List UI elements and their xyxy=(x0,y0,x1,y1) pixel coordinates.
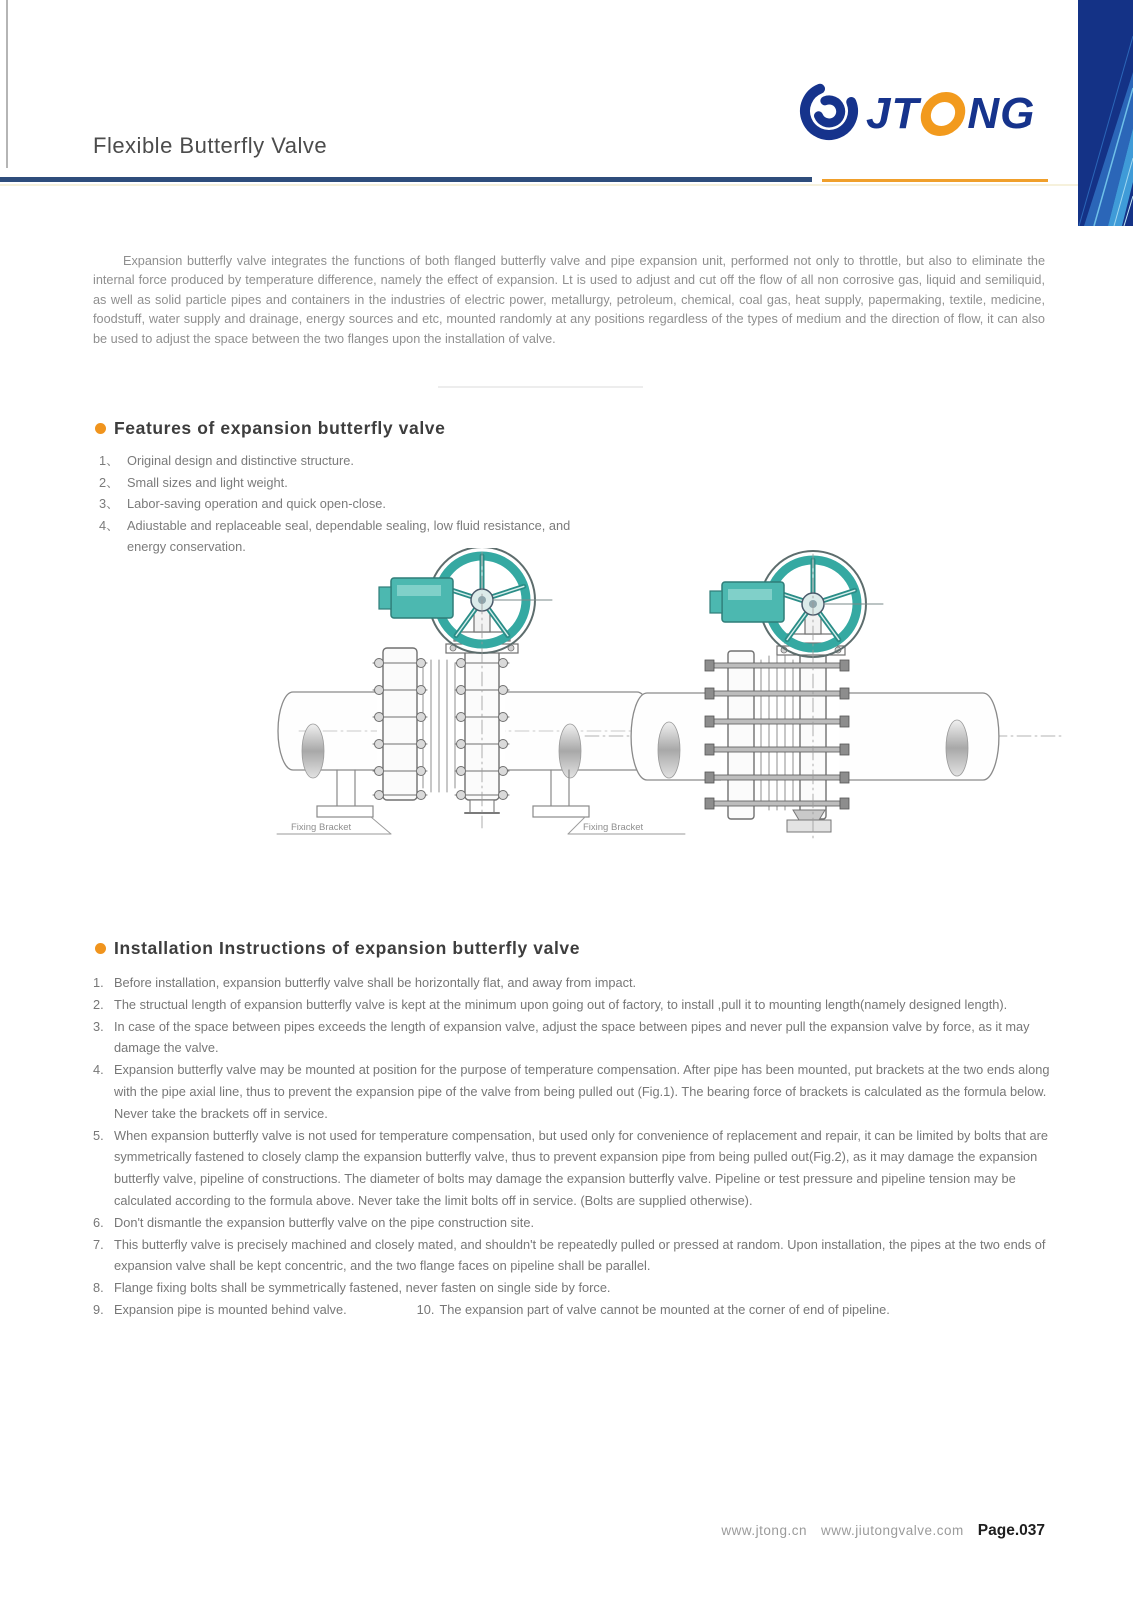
header-rule-cream xyxy=(0,184,1133,186)
install-item-1: 1. Before installation, expansion butterfly valve shall be horizontally flat, and away from impact. xyxy=(93,975,637,990)
page-footer xyxy=(93,1522,1045,1540)
features-list xyxy=(99,450,579,558)
install-item-7: 7. This butterfly valve is precisely machined and closely mated, and shouldn't be repeatedly pulled or pressed at random. Upon installation, the pipes at the two ends of expansion valve shall be kept concentric, and the two flange faces on pipeline shall be parallel. xyxy=(93,1236,1046,1274)
section-bullet-icon xyxy=(95,423,106,434)
install-item-8: 8. Flange fixing bolts shall be symmetrically fastened, never fasten on single side by force. xyxy=(93,1280,611,1296)
logo-o-ring-icon xyxy=(918,92,968,136)
page-title: Flexible Butterfly Valve xyxy=(93,133,328,158)
header-rule-navy xyxy=(0,177,812,182)
logo-text-right: NG xyxy=(967,88,1036,138)
corner-stripes-decoration xyxy=(1078,0,1133,226)
logo-text-left: JT xyxy=(866,88,920,138)
page-edge-line xyxy=(6,0,8,168)
fixing-bracket-label-left: Fixing Bracket xyxy=(291,822,352,833)
feature-item-1: 1、 Original design and distinctive structure. xyxy=(99,453,354,468)
features-section-heading xyxy=(95,418,445,439)
feature-item-2: 2、 Small sizes and light weight. xyxy=(99,474,288,490)
logo-swirl-icon xyxy=(798,80,860,147)
logo-wordmark xyxy=(866,88,1036,138)
install-item-2: 2. The structual length of expansion butterfly valve is kept at the minimum upon going out of factory, to install ,pull it to mounting length(namely designed length). xyxy=(93,996,1008,1012)
install-items-9-10-row xyxy=(93,1299,1053,1321)
installation-list xyxy=(93,972,1053,1321)
installation-heading-text: Installation Instructions of expansion butterfly valve xyxy=(114,938,581,958)
intro-paragraph: Expansion butterfly valve integrates the functions of both flanged butterfly valve and pipe expansion unit, performed not only to throttle, but also to eliminate the internal force produced by temperature difference, namely the effect of expansion. Lt is used to adjust and cut off the flow of all non corrosive gas, liquid and semiliquid, as well as solid particle pipes and containers in the industries of electric power, metallurgy, petroleum, chemical, coal gas, heat supply, papermaking, textile, medicine, foodstuff, water supply and drainage, energy sources and etc, mounted randomly at any positions regardless of the types of medium and the direction of flow, it can also be used to adjust the space between the two flanges upon the installation of valve. xyxy=(93,254,1045,346)
fixing-bracket-label-right: Fixing Bracket xyxy=(583,822,644,833)
diagram-fig2 xyxy=(585,551,1065,840)
feature-item-3: 3、 Labor-saving operation and quick open-close. xyxy=(99,496,386,511)
footer-url-jiutongvalve: www.jiutongvalve.com xyxy=(820,1523,964,1538)
features-heading-text: Features of expansion butterfly valve xyxy=(114,418,446,438)
header-rule-orange xyxy=(822,179,1048,182)
install-item-10: 10. The expansion part of valve cannot be mounted at the corner of end of pipeline. xyxy=(416,1301,890,1317)
footer-url-jtong: www.jtong.cn xyxy=(721,1523,807,1538)
install-item-3: 3. In case of the space between pipes exceeds the length of expansion valve, adjust the space between pipes and never pull the expansion valve by force, as it may damage the valve. xyxy=(93,1018,1030,1056)
install-item-6: 6. Don't dismantle the expansion butterfly valve on the pipe construction site. xyxy=(93,1214,535,1230)
scan-artifact-line xyxy=(438,386,643,388)
install-item-5: 5. When expansion butterfly valve is not used for temperature compensation, but used only for convenience of replacement and repair, it can be limited by bolts that are symmetrically fastened to closely clamp the expansion butterfly valve, thus to prevent expansion pipe from being pulled out(Fig.2), as it may damage the expansion butterfly valve, pipeline of constructions. The diameter of bolts may damage the expansion butterfly valve. Pipeline or test pressure and pipeline tension may be calculated according to the formula above. Never take the limit bolts off in service. (Bolts are supplied otherwise). xyxy=(93,1127,1048,1208)
diagram-fig1 xyxy=(277,548,685,834)
footer-page-number: Page.037 xyxy=(977,1522,1045,1539)
section-bullet-icon xyxy=(95,943,106,954)
feature-item-4: 4、 Adiustable and replaceable seal, dependable sealing, low fluid resistance, and energy conservation. xyxy=(99,517,571,554)
jtong-logo xyxy=(798,80,1035,147)
install-item-4: 4. Expansion butterfly valve may be mounted at position for the purpose of temperature compensation. After pipe has been mounted, put brackets at the two ends along with the pipe axial line, thus to prevent the expansion pipe of the valve from being pulled out (Fig.1). The bearing force of brackets is calculated as the formula below. Never take the brackets off in service. xyxy=(93,1062,1050,1121)
installation-section-heading xyxy=(95,938,580,959)
valve-technical-diagrams xyxy=(70,548,1070,848)
install-item-9: 9. Expansion pipe is mounted behind valve. xyxy=(93,1301,347,1317)
